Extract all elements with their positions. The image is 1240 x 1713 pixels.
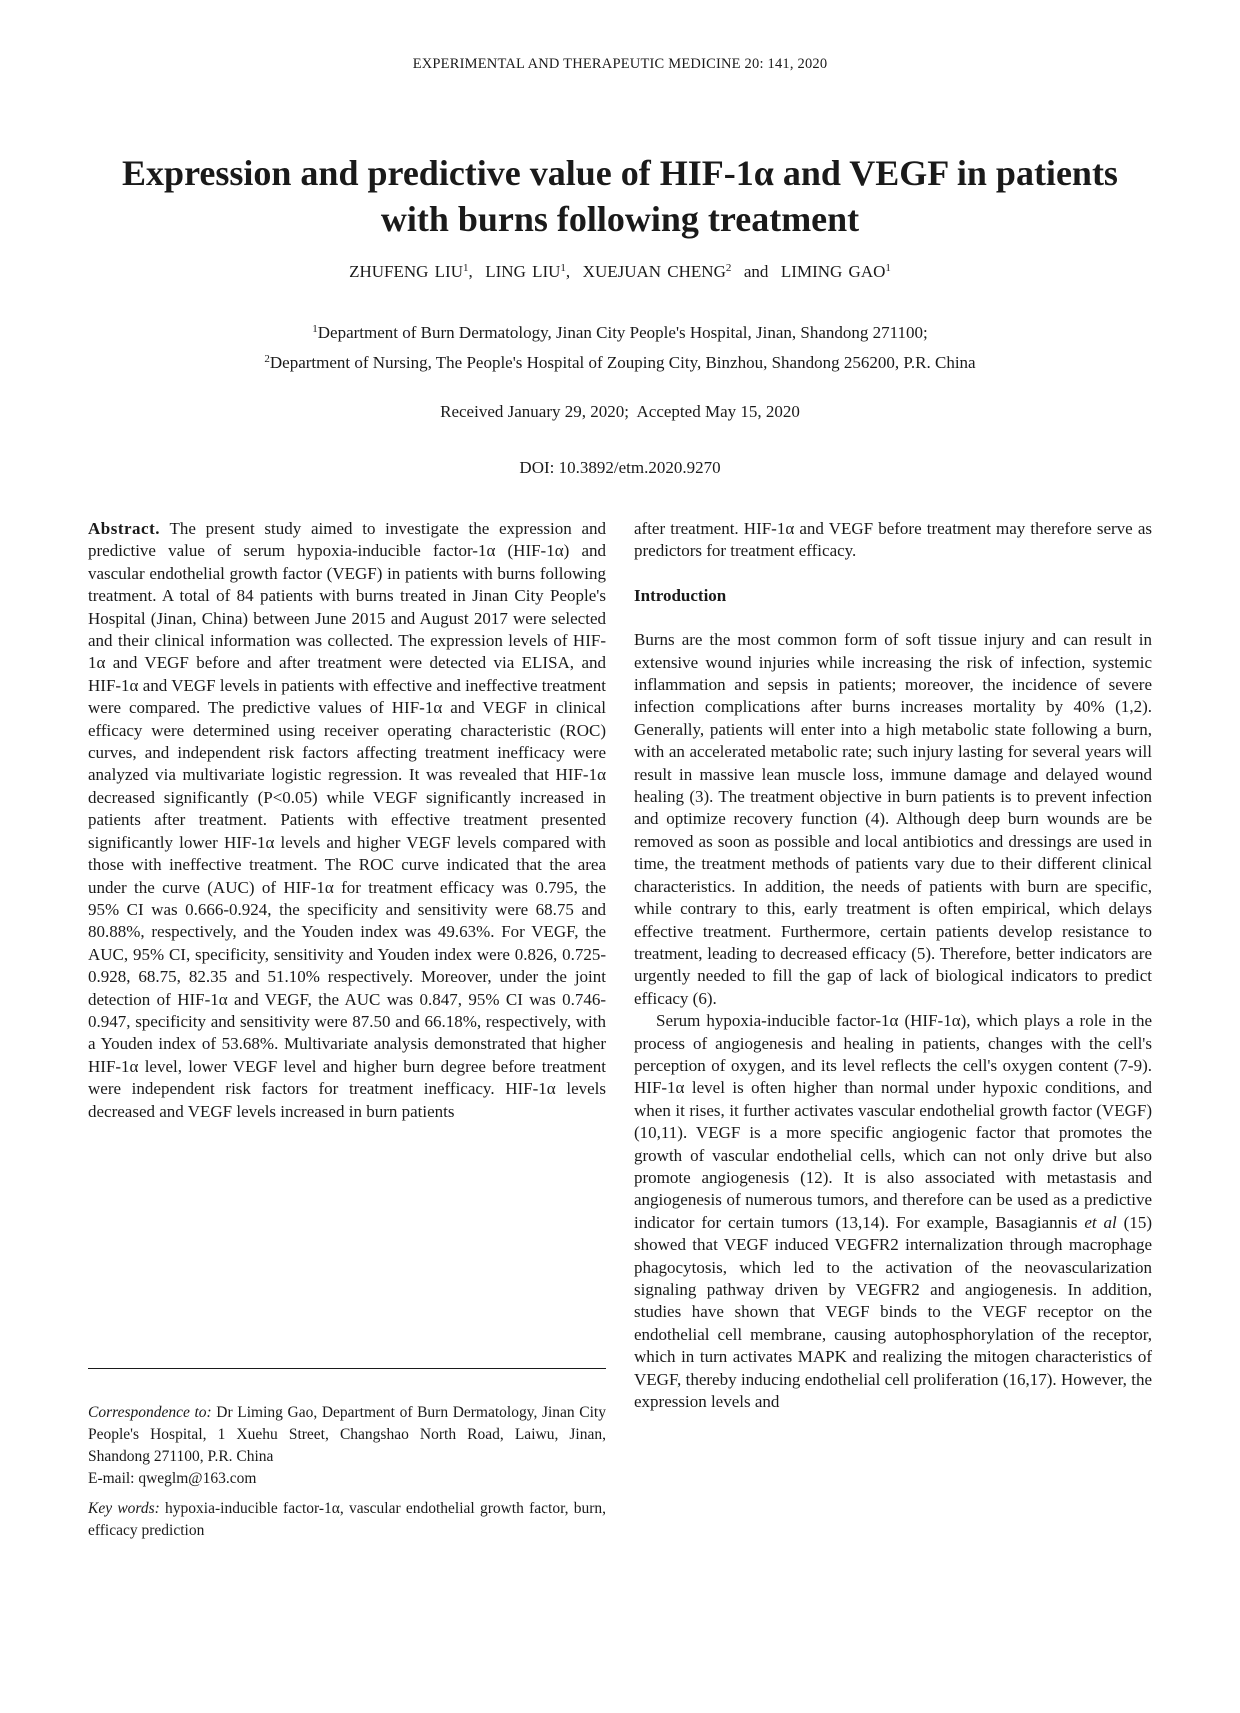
affiliations (0, 318, 1240, 378)
footnote-divider (88, 1368, 606, 1369)
correspondence-note (88, 1402, 606, 1490)
affiliation-text: Department of Nursing, The People's Hospital of Zouping City, Binzhou, Shandong 256200, P.R. China (269, 353, 976, 372)
doi: DOI: 10.3892/etm.2020.9270 (519, 458, 721, 477)
abstract-text: The present study aimed to investigate the expression and predictive value of serum hypoxia-inducible factor-1α (HIF-1α) and vascular endothelial growth factor (VEGF) in patients with burns following treatment. A total of 84 patients with burns treated in Jinan City People's Hospital (Jinan, China) between June 2015 and August 2017 were selected and their clinical information was collected. The expression levels of HIF-1α and VEGF before and after treatment were detected via ELISA, and HIF-1α and VEGF levels in patients with effective and ineffective treatment were compared. The predictive values of HIF-1α and VEGF in clinical efficacy were determined using receiver operating characteristic (ROC) curves, and independent risk factors affecting treatment inefficacy were analyzed via multivariate logistic regression. It was revealed that HIF-1α decreased significantly (P<0.05) while VEGF significantly increased in patients after treatment. Patients with effective treatment presented significantly lower HIF-1α levels and higher VEGF levels compared with those with ineffective treatment. The ROC curve indicated that the area under the curve (AUC) of HIF-1α for treatment efficacy was 0.795, the 95% CI was 0.666-0.924, the specificity and sensitivity were 68.75 and 80.88%, respectively, and the Youden index was 49.63%. For VEGF, the AUC, 95% CI, specificity, sensitivity and Youden index were 0.826, 0.725-0.928, 68.75, 82.35 and 51.10% respectively. Moreover, under the joint detection of HIF-1α and VEGF, the AUC was 0.847, 95% CI was 0.746-0.947, specificity and sensitivity were 87.50 and 66.18%, respectively, with a Youden index of 53.68%. Multivariate analysis demonstrated that higher HIF-1α level, lower VEGF level and higher burn degree before treatment were independent risk factors for treatment inefficacy. HIF-1α levels decreased and VEGF levels increased in burn patients (88, 519, 606, 1121)
affiliation-text: Department of Burn Dermatology, Jinan City People's Hospital, Jinan, Shandong 271100; (317, 323, 928, 342)
author-separator: and (731, 262, 781, 281)
running-head: EXPERIMENTAL AND THERAPEUTIC MEDICINE 20: 141, 2020 (412, 56, 828, 72)
correspondence-email: E-mail: qweglm@163.com (88, 1470, 257, 1487)
author-affiliation-mark: 1 (885, 262, 891, 274)
received-accepted-dates: Received January 29, 2020; Accepted May 15, 2020 (440, 402, 800, 421)
author-separator: , (565, 262, 583, 281)
intro-paragraph-text: (15) showed that VEGF induced VEGFR2 internalization through macrophage phagocytosis, which led to the activation of the neovascularization signaling pathway driven by VEGFR2 and angiogenesis. In addition, studies have shown that VEGF binds to the VEGF receptor on the endothelial cell membrane, causing autophosphorylation of the receptor, which in turn activates MAPK and realizing the mitogen characteristics of VEGF, thereby inducing endothelial cell proliferation (16,17). However, the expression levels and (634, 1212, 1152, 1412)
author-name: LING LIU (485, 262, 561, 281)
author-name: ZHUFENG LIU (349, 262, 463, 281)
correspondence-text: Dr Liming Gao, Department of Burn Dermatology, Jinan City People's Hospital, 1 Xuehu Street, Changshao North Road, Laiwu, Jinan, Shandong 271100, P.R. China (88, 1404, 606, 1465)
author-list (0, 262, 1240, 282)
affiliation-line (0, 348, 1240, 378)
abstract (88, 518, 606, 1123)
right-column (634, 518, 1152, 1413)
intro-paragraph-text: Serum hypoxia-inducible factor-1α (HIF-1α), which plays a role in the process of angiogenesis and healing in patients, changes with the cell's perception of oxygen, and its level reflects the cell's oxygen content (7-9). HIF-1α level is often higher than normal under hypoxic conditions, and when it rises, it further activates vascular endothelial growth factor (VEGF) (10,11). VEGF is a more specific angiogenic factor that promotes the growth of vascular endothelial cells, which can not only drive but also promote angiogenesis (12). It is also associated with metastasis and angiogenesis of numerous tumors, and therefore can be used as a predictive indicator for certain tumors (13,14). For example, Basagiannis (634, 1011, 1152, 1232)
left-column (88, 518, 606, 1123)
affiliation-number: 1 (312, 323, 318, 335)
et-al: et al (1084, 1212, 1117, 1232)
author-name: LIMING GAO (780, 262, 886, 281)
keywords-text: hypoxia-inducible factor-1α, vascular endothelial growth factor, burn, efficacy prediction (88, 1500, 606, 1539)
correspondence-label: Correspondence to: (88, 1404, 212, 1421)
abstract-label: Abstract. (88, 519, 161, 538)
section-heading-introduction: Introduction (634, 585, 727, 605)
article-title: Expression and predictive value of HIF-1α and VEGF in patients with burns following treatment (122, 153, 1118, 239)
author-separator: , (468, 262, 486, 281)
intro-paragraph: Burns are the most common form of soft tissue injury and can result in extensive wound injuries while increasing the risk of infection, systemic inflammation and sepsis in patients; moreover, the incidence of severe infection complications after burns increases mortality by 40% (1,2). Generally, patients will enter into a high metabolic state following a burn, with an accelerated metabolic rate; such injury lasting for several years will result in massive lean muscle loss, immune damage and delayed wound healing (3). The treatment objective in burn patients is to prevent infection and optimize recovery function (4). Although deep burn wounds are be removed as soon as possible and local antibiotics and dressings are used in time, the treatment methods of patients vary due to their different clinical characteristics. In addition, the needs of patients with burn are specific, while contrary to this, early treatment is often empirical, which delays effective treatment. Furthermore, certain patients develop resistance to treatment, leading to decreased efficacy (5). Therefore, better indicators are urgently needed to fill the gap of lack of biological indicators to predict efficacy (6). (634, 630, 1152, 1008)
affiliation-number: 2 (264, 353, 270, 365)
author-affiliation-mark: 1 (463, 262, 469, 274)
keywords-note (88, 1498, 606, 1542)
intro-paragraph (634, 1010, 1152, 1413)
affiliation-line (0, 318, 1240, 348)
author-affiliation-mark: 1 (560, 262, 566, 274)
author-affiliation-mark: 2 (725, 262, 732, 274)
author-name: XUEJUAN CHENG (582, 262, 726, 281)
keywords-label: Key words: (88, 1500, 160, 1517)
abstract-continuation: after treatment. HIF-1α and VEGF before treatment may therefore serve as predictors for treatment efficacy. (634, 519, 1152, 561)
